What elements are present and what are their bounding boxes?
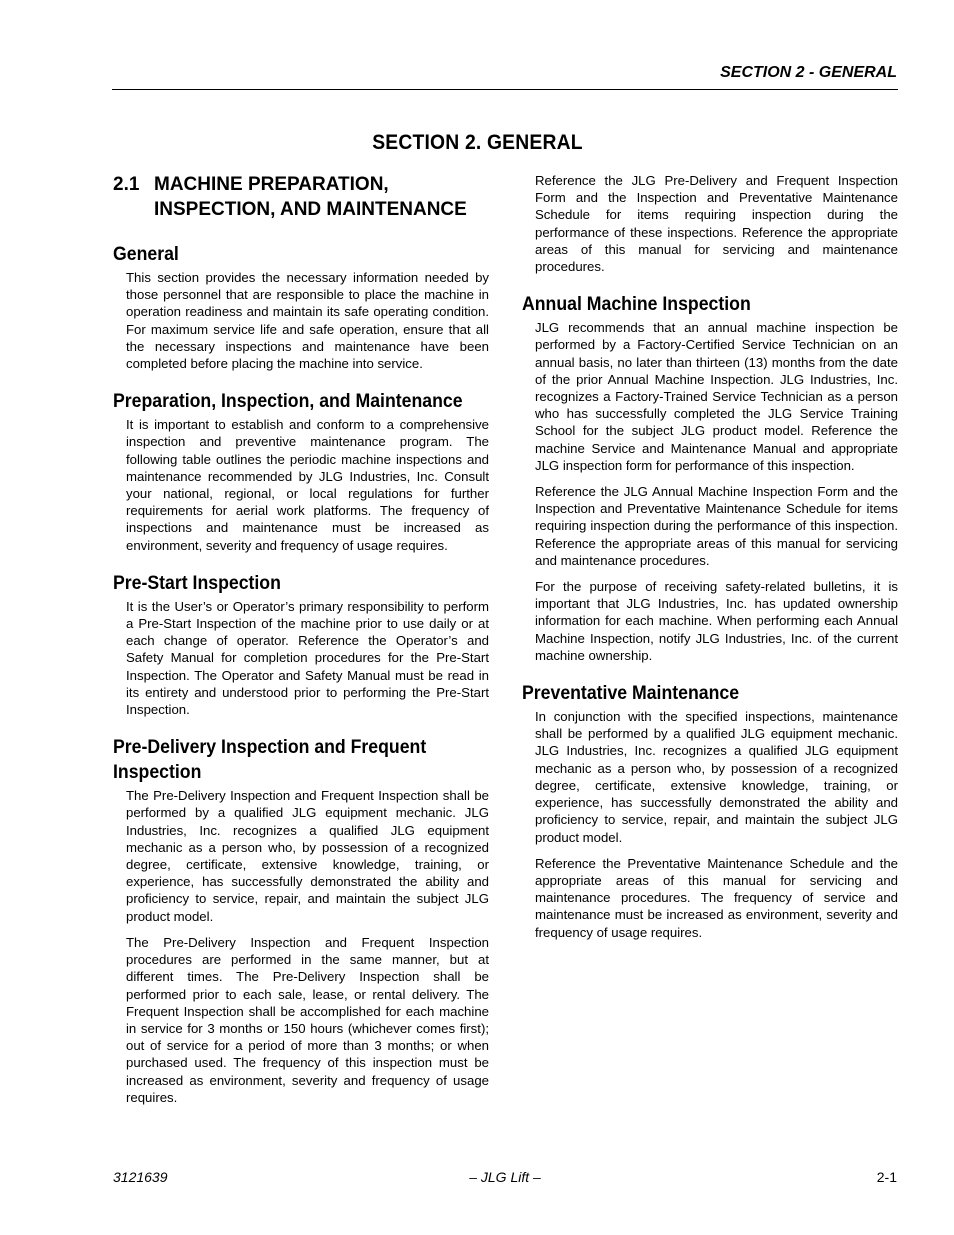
header-rule [112,89,898,90]
section-title: MACHINE PREPARATION, INSPECTION, AND MAINTENANCE [154,174,467,220]
section-heading [113,172,489,222]
left-column [113,172,489,1115]
heading-preparation: Preparation, Inspection, and Maintenance [113,391,463,413]
paragraph: The Pre-Delivery Inspection and Frequent Inspection shall be performed by a qualified JLG equipment mechanic. JLG Industries, Inc. recognizes a qualified JLG equipment mechanic as a person who, by possession of a recognized degree, certificate, extensive knowledge, training, or experience, has successfully demonstrated the ability and proficiency to service, repair, and maintain the subject JLG product model. [126,788,489,924]
heading-pre-delivery: Pre-Delivery Inspection and Frequent Inspection [113,737,427,784]
heading-general: General [113,244,179,265]
paragraph: In conjunction with the specified inspections, maintenance shall be performed by a qualified JLG equipment mechanic. JLG Industries, Inc. recognizes a qualified JLG equipment mechanic as a person who, by possession of a recognized degree, certificate, extensive knowledge, training, or experience, has successfully demonstrated the ability and proficiency to service, repair, and maintain the subject JLG product model. [535,709,898,845]
paragraph: It is important to establish and conform to a comprehensive inspection and preventive maintenance program. The following table outlines the periodic machine inspections and maintenance recommended by JLG Industries, Inc. Consult your national, regional, or local regulations for further requirements for aerial work platforms. The frequency of inspections and maintenance must be increased as environment, severity and frequency of usage requires. [126,417,489,553]
right-column [522,172,898,950]
paragraph: JLG recommends that an annual machine inspection be performed by a Factory-Certified Service Technician on an annual basis, no later than thirteen (13) months from the date of the prior Annual Machine Inspection. JLG Industries, Inc. recognizes a Factory-Trained Service Technician as a person who has successfully completed the JLG Service Training School for the subject JLG product model. Reference the machine Service and Maintenance Manual and appropriate JLG inspection form for performance of this inspection. [535,320,898,473]
paragraph: Reference the JLG Pre-Delivery and Frequent Inspection Form and the Inspection and Preventative Maintenance Schedule for items requiring inspection during the performance of these inspections. Reference the appropriate areas of this manual for servicing and maintenance procedures. [535,173,898,275]
page-title: SECTION 2. GENERAL [372,131,583,154]
paragraph: For the purpose of receiving safety-related bulletins, it is important that JLG Industries, Inc. has updated ownership information for each machine. When performing each Annual Machine Inspection, notify JLG Industries, Inc. of the current machine ownership. [535,579,898,663]
heading-preventative-maintenance: Preventative Maintenance [522,683,740,705]
footer-publisher: – JLG Lift – [469,1169,541,1185]
paragraph: The Pre-Delivery Inspection and Frequent Inspection procedures are performed in the same manner, but at different times. The Pre-Delivery Inspection shall be performed prior to each sale, lease, or rental delivery. The Frequent Inspection shall be accomplished for each machine in service for 3 months or 150 hours (whichever comes first); out of service for a period of more than 3 months; or when purchased used. The frequency of this inspection must be increased as environment, severity and frequency of usage requires. [126,934,489,1105]
footer-doc-number: 3121639 [113,1169,168,1185]
heading-pre-start: Pre-Start Inspection [113,572,281,594]
paragraph: It is the User’s or Operator’s primary responsibility to perform a Pre-Start Inspection of the machine prior to use daily or at each change of operator. Reference the Operator’s and Safety Manual for completion procedures for the Pre-Start Inspection. The Operator and Safety Manual must be read in its entirety and understood prior to performing the Pre-Start Inspection. [126,598,489,718]
running-header: SECTION 2 - GENERAL [720,64,897,81]
footer-page-number: 2-1 [876,1169,897,1185]
section-number: 2.1 [113,174,140,195]
paragraph: This section provides the necessary information needed by those personnel that are responsible to place the machine in operation readiness and maintain its safe operating condition. For maximum service life and safe operation, ensure that all the necessary inspections and maintenance have been completed before placing the machine into service. [126,270,489,372]
paragraph: Reference the Preventative Maintenance Schedule and the appropriate areas of this manual for servicing and maintenance procedures. The frequency of service and maintenance must be increased as environment, severity and frequency of usage requires. [535,855,898,940]
paragraph: Reference the JLG Annual Machine Inspection Form and the Inspection and Preventative Maintenance Schedule for items requiring inspection during the performance of this inspection. Reference the appropriate areas of this manual for servicing and maintenance procedures. [535,484,898,568]
heading-annual-inspection: Annual Machine Inspection [522,294,751,316]
